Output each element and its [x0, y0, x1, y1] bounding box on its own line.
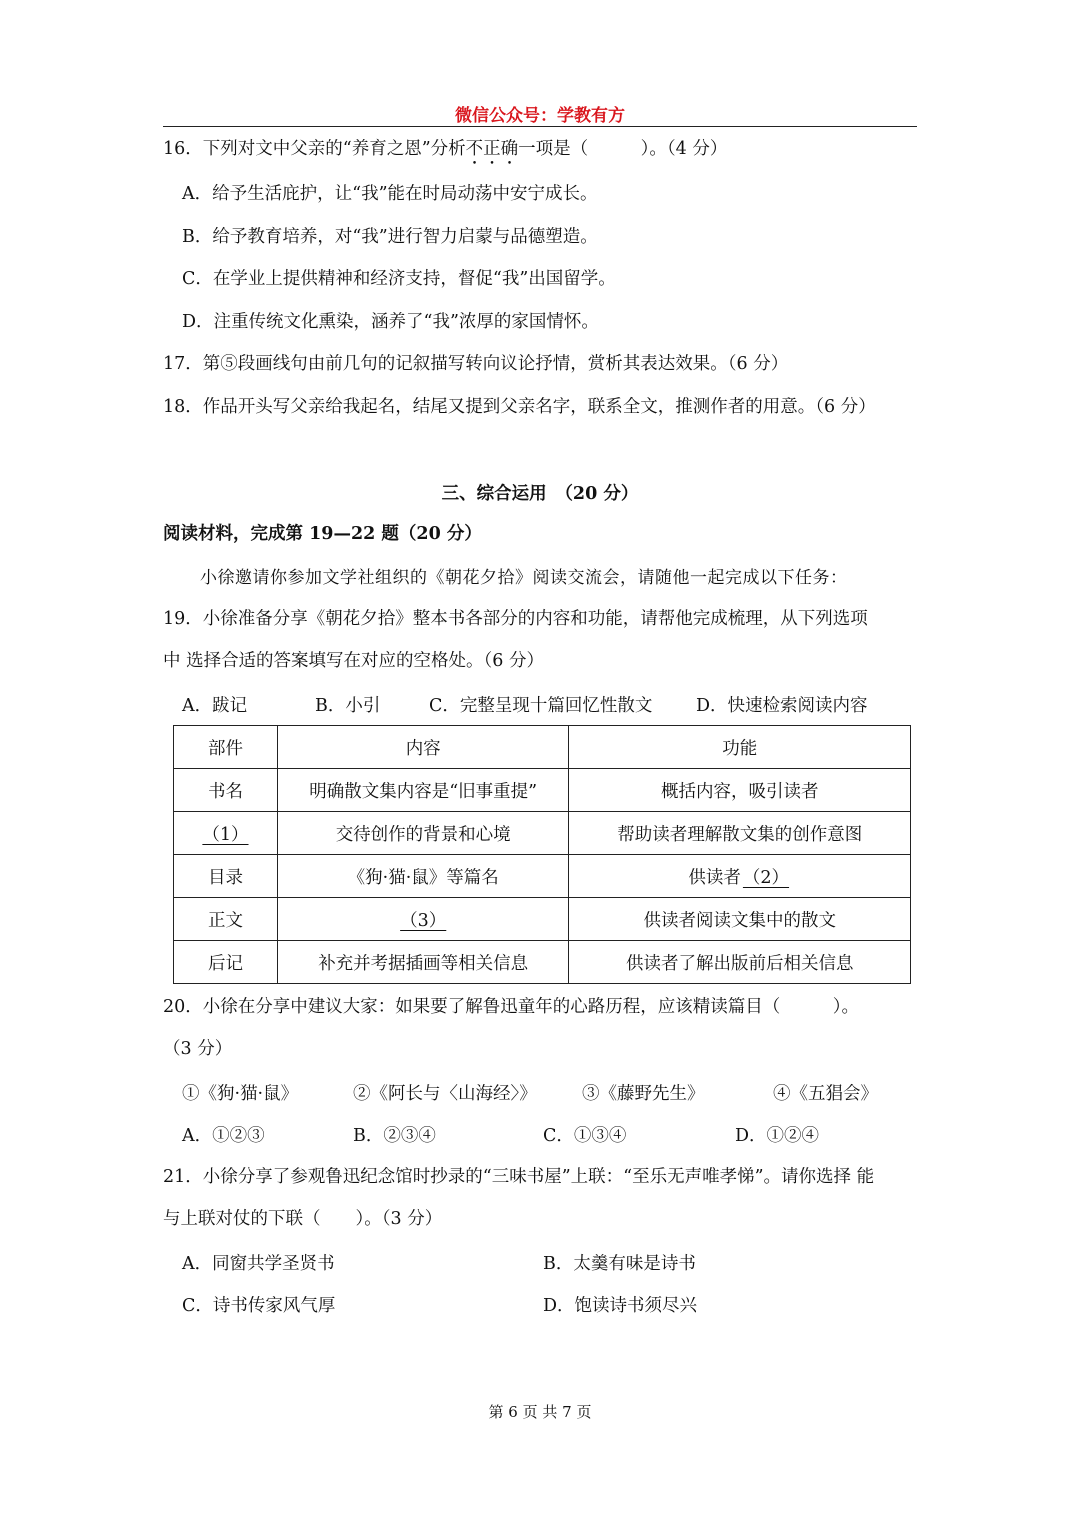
table-header-cell: 内容	[277, 726, 569, 769]
question-16-option-b: B．给予教育培养，对“我”进行智力启蒙与品德塑造。	[182, 227, 598, 247]
table-row	[174, 769, 911, 812]
question-20-option-d: D．①②④	[735, 1126, 820, 1146]
table-cell: 交待创作的背景和心境	[277, 812, 569, 855]
question-20-work-1: ①《狗·猫·鼠》	[182, 1084, 299, 1104]
question-16-prefix: 16．下列对文中父亲的“养育之恩”分析	[163, 139, 466, 159]
question-20-option-a: A．①②③	[182, 1126, 265, 1146]
table-cell	[174, 812, 278, 855]
blank-1: （1）	[202, 824, 249, 845]
question-20-option-c: C．①③④	[543, 1126, 627, 1146]
question-16-option-d: D．注重传统文化熏染，涵养了“我”浓厚的家国情怀。	[182, 312, 599, 332]
question-16-emphasis: 不正确	[465, 139, 519, 159]
table-cell: 正文	[174, 898, 278, 941]
question-20-line-1: 20．小徐在分享中建议大家：如果要了解鲁迅童年的心路历程，应该精读篇目（ ）。	[163, 997, 860, 1017]
page-number: 第 6 页 共 7 页	[488, 1403, 592, 1421]
table-cell: 供读者了解出版前后相关信息	[569, 941, 911, 984]
table-row	[174, 812, 911, 855]
table-cell	[277, 898, 569, 941]
table-row	[174, 941, 911, 984]
table-header-cell: 部件	[174, 726, 278, 769]
question-20-work-4: ④《五猖会》	[773, 1084, 878, 1104]
question-21-line-1: 21．小徐分享了参观鲁迅纪念馆时抄录的“三味书屋”上联：“至乐无声唯孝悌”。请你选择 能	[163, 1167, 875, 1187]
question-20-option-b: B．②③④	[353, 1126, 436, 1146]
section-intro: 小徐邀请你参加文学社组织的《朝花夕拾》阅读交流会，请随他一起完成以下任务：	[200, 568, 848, 588]
table-cell: 《狗·猫·鼠》等篇名	[277, 855, 569, 898]
question-19-choice-d: D．快速检索阅读内容	[696, 696, 868, 716]
section-title: 三、综合运用 （20 分）	[441, 484, 639, 504]
blank-3: （3）	[400, 910, 447, 931]
table-cell: 补充并考据插画等相关信息	[277, 941, 569, 984]
question-16-suffix: 一项是（ ）。（4 分）	[518, 139, 728, 159]
question-18: 18．作品开头写父亲给我起名，结尾又提到父亲名字，联系全文，推测作者的用意。（6 分）	[163, 397, 876, 417]
blank-2: （2）	[742, 867, 790, 888]
section-instruction: 阅读材料，完成第 19—22 题（20 分）	[163, 524, 482, 544]
question-21-line-2: 与上联对仗的下联（ ）。（3 分）	[163, 1209, 443, 1229]
question-16-option-a: A．给予生活庇护，让“我”能在时局动荡中安宁成长。	[182, 184, 598, 204]
question-19-line-1: 19．小徐准备分享《朝花夕拾》整本书各部分的内容和功能，请帮他完成梳理，从下列选项	[163, 609, 868, 629]
table-row	[174, 855, 911, 898]
table-header-row	[174, 726, 911, 769]
question-17: 17．第⑤段画线句由前几句的记叙描写转向议论抒情，赏析其表达效果。（6 分）	[163, 354, 789, 374]
table-cell-text: 供读者	[688, 867, 741, 888]
table-cell: 明确散文集内容是“旧事重提”	[277, 769, 569, 812]
table-cell: 概括内容，吸引读者	[569, 769, 911, 812]
question-21-option-c: C．诗书传家风气厚	[182, 1296, 336, 1316]
question-19-line-2: 中 选择合适的答案填写在对应的空格处。（6 分）	[163, 651, 545, 671]
question-21-option-d: D．饱读诗书须尽兴	[543, 1296, 698, 1316]
question-20-work-2: ②《阿长与〈山海经〉》	[353, 1084, 537, 1104]
question-20-work-3: ③《藤野先生》	[582, 1084, 705, 1104]
question-21-option-b: B．太羹有味是诗书	[543, 1254, 696, 1274]
table-cell: 供读者阅读文集中的散文	[569, 898, 911, 941]
header-title: 微信公众号：学教有方	[455, 106, 625, 126]
parts-table	[173, 725, 911, 984]
question-19-choice-b: B．小引	[315, 696, 381, 716]
question-20-line-2: （3 分）	[163, 1039, 233, 1059]
table-cell: 帮助读者理解散文集的创作意图	[569, 812, 911, 855]
table-cell	[569, 855, 911, 898]
question-19-choice-a: A．跋记	[182, 696, 248, 716]
table-cell: 目录	[174, 855, 278, 898]
table-cell: 书名	[174, 769, 278, 812]
question-19-choice-c: C．完整呈现十篇回忆性散文	[429, 696, 653, 716]
table-cell: 后记	[174, 941, 278, 984]
header-divider	[163, 126, 917, 127]
table-header-cell: 功能	[569, 726, 911, 769]
question-16-option-c: C．在学业上提供精神和经济支持，督促“我”出国留学。	[182, 269, 616, 289]
question-21-option-a: A．同窗共学圣贤书	[182, 1254, 335, 1274]
table-row	[174, 898, 911, 941]
question-16	[163, 137, 727, 169]
